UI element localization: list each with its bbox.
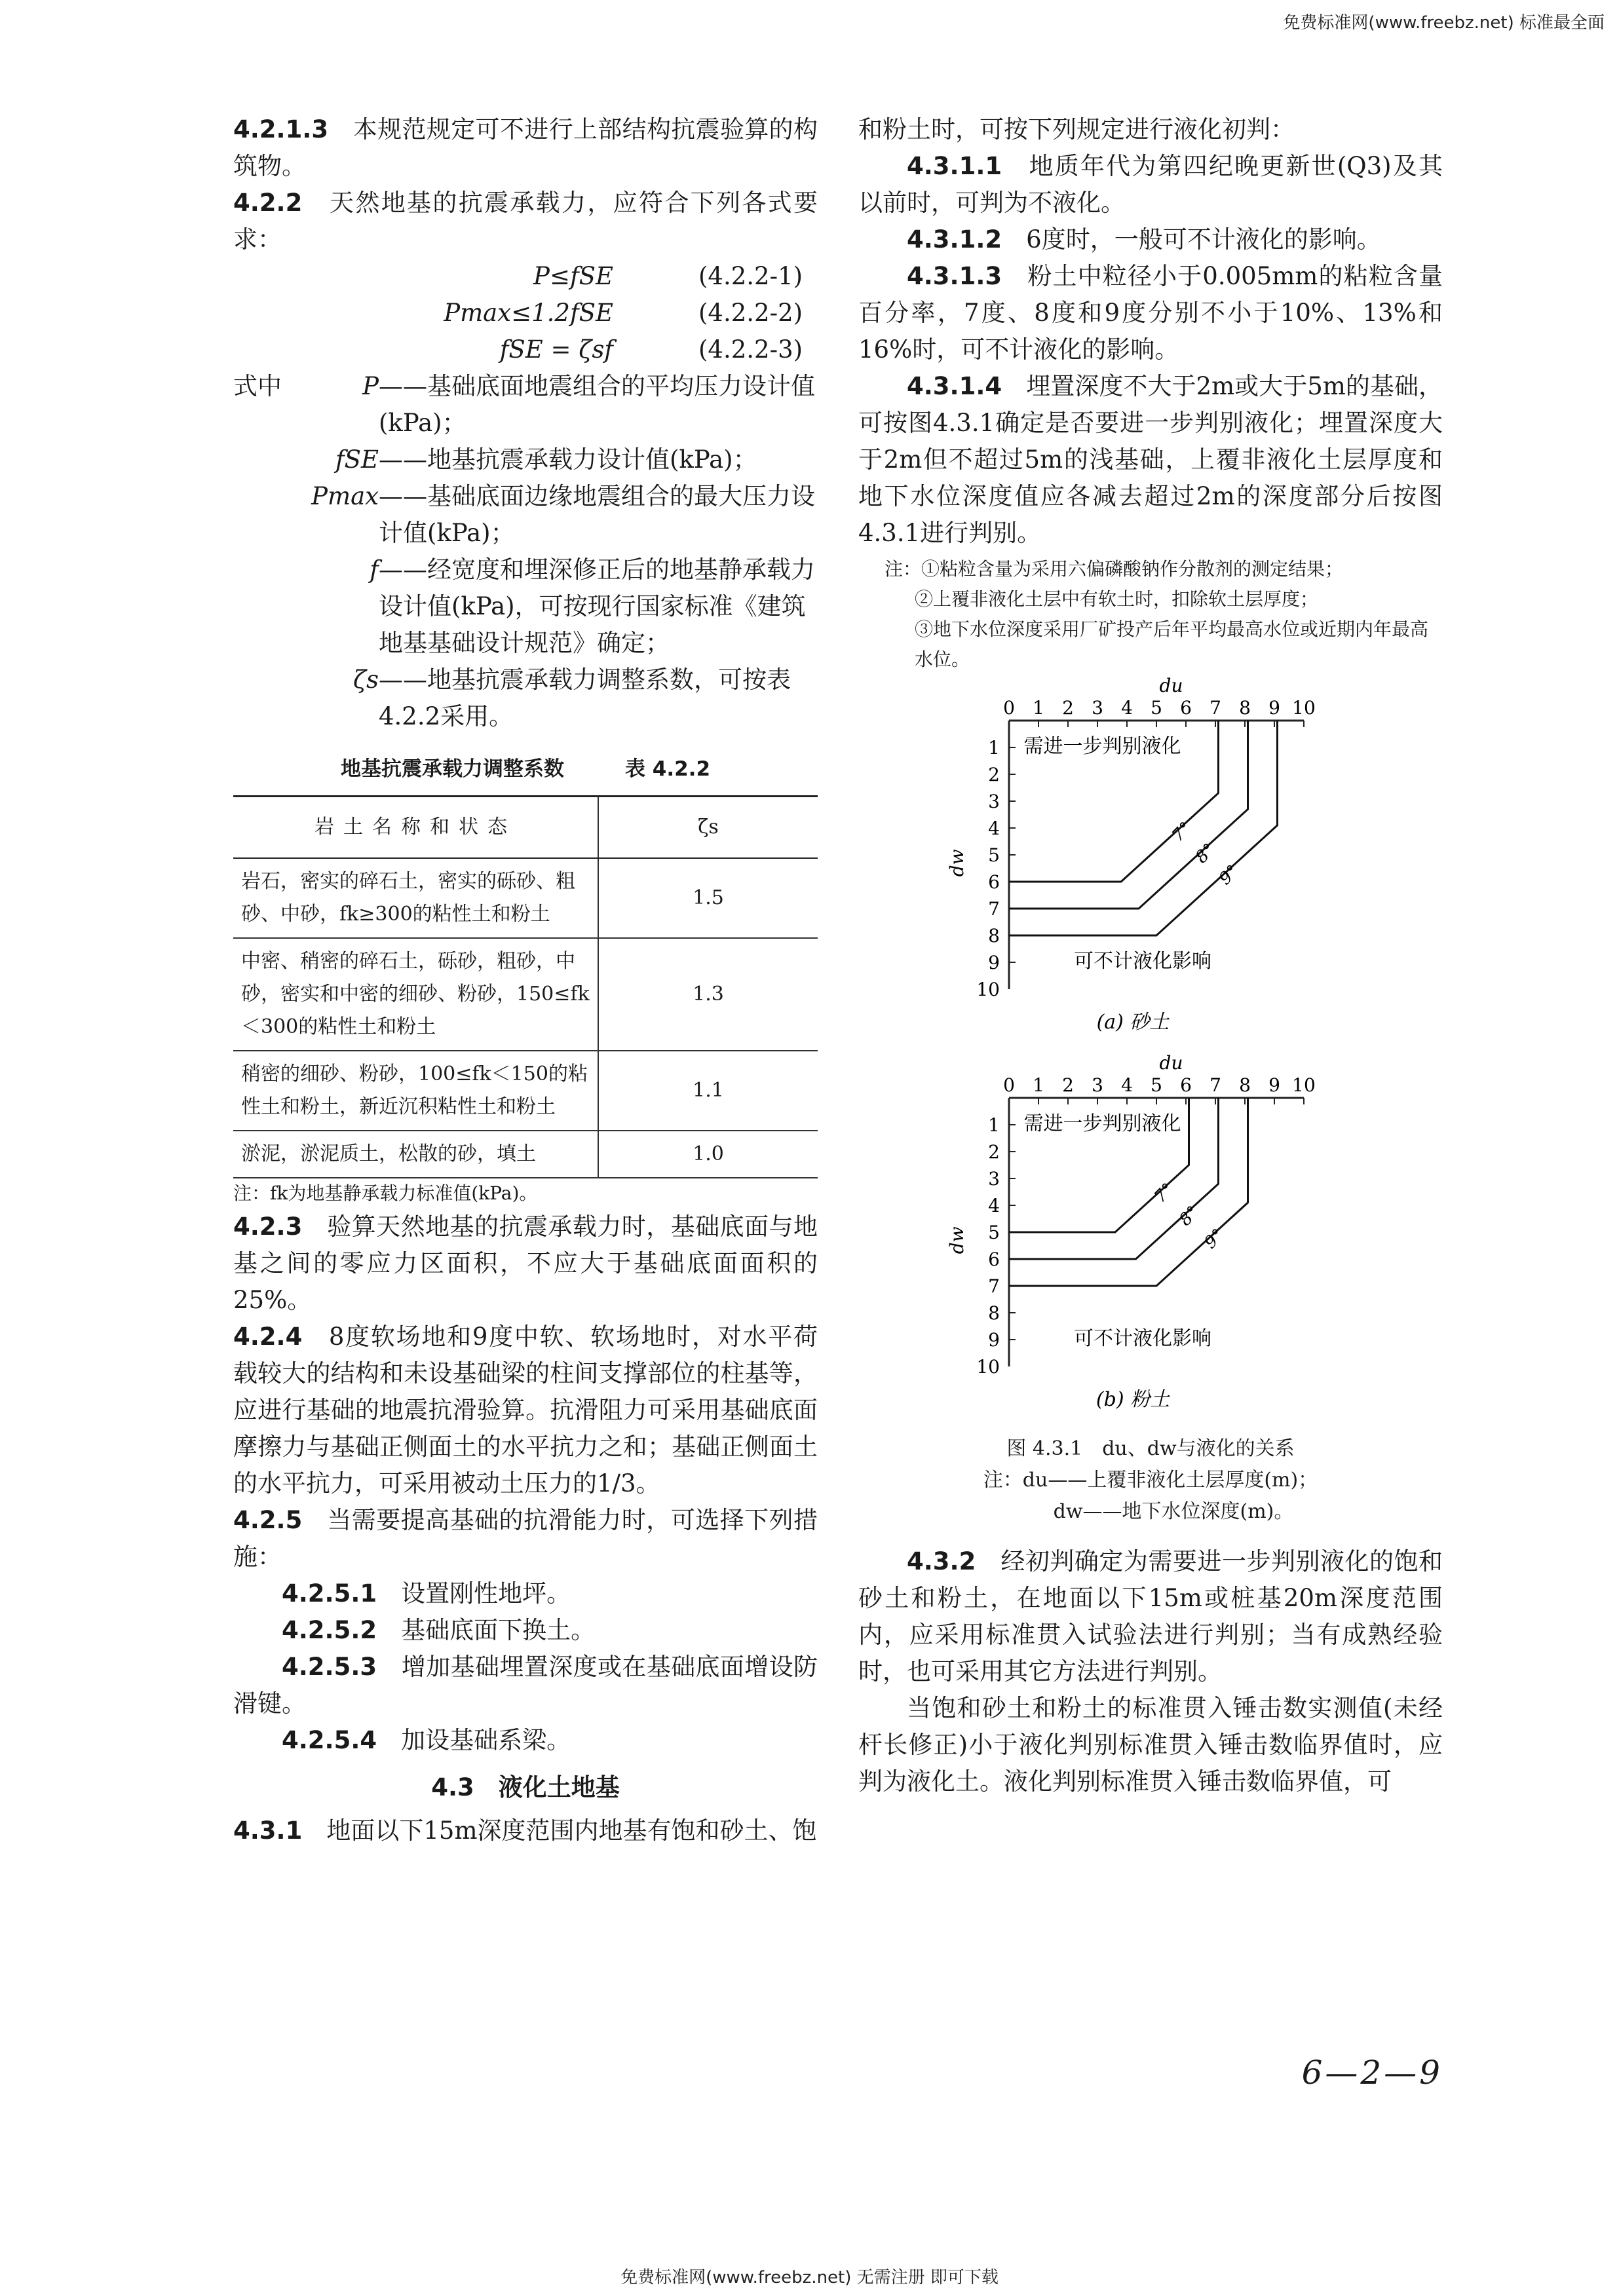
equation-formula: P≤fSE	[533, 262, 613, 290]
definition-text: ——地基抗震承载力调整系数，可按表4.2.2采用。	[379, 666, 791, 730]
left-column	[233, 111, 818, 1849]
clause-4-2-5-2	[233, 1612, 818, 1649]
clause-4-3-2	[858, 1543, 1443, 1690]
section-title: 4.3 液化土地基	[431, 1773, 620, 1801]
y-tick-label: 3	[988, 791, 1000, 812]
table-row	[233, 938, 818, 1051]
x-tick-label: 3	[1092, 697, 1103, 719]
x-tick-label: 6	[1180, 697, 1192, 719]
clause-number: 4.2.5	[233, 1506, 303, 1534]
chart-subtitle: (b) 粉土	[1095, 1388, 1170, 1411]
region-label-upper: 需进一步判别液化	[1023, 735, 1181, 759]
y-axis-title: dw	[946, 1226, 968, 1254]
table-cell: 岩石，密实的碎石土，密实的砾砂、粗砂、中砂，fk≥300的粘性土和粉土	[233, 858, 598, 938]
y-tick-label: 6	[988, 871, 1000, 893]
table-row	[233, 1131, 818, 1178]
page-footer: 免费标准网(www.freebz.net) 无需注册 即可下载	[620, 2268, 999, 2287]
y-tick-label: 1	[988, 737, 1000, 759]
clause-text: 本规范规定可不进行上部结构抗震验算的构筑物。	[233, 115, 818, 180]
y-tick-label: 2	[988, 1141, 1000, 1163]
equation-formula: fSE = ζsf	[499, 335, 613, 364]
clause-text: 当需要提高基础的抗滑能力时，可选择下列措施：	[233, 1506, 818, 1571]
definition-text: ——基础底面边缘地震组合的最大压力设计值(kPa)；	[379, 482, 815, 547]
clause-text: 地质年代为第四纪晚更新世(Q3)及其以前时，可判为不液化。	[858, 152, 1443, 217]
clause-4-3-1-3	[858, 258, 1443, 368]
definition-symbol: fSE	[335, 445, 379, 474]
clause-text: 粉土中粒径小于0.005mm的粘粒含量百分率，7度、8度和9度分别不小于10%、13%和16%时，可不计液化的影响。	[858, 262, 1443, 364]
y-tick-label: 5	[988, 1222, 1000, 1243]
table-cell: 1.5	[598, 858, 818, 938]
y-tick-label: 2	[988, 764, 1000, 785]
table-header-cell: ζs	[598, 797, 818, 859]
clause-number: 4.2.5.3	[282, 1653, 377, 1681]
definition-symbol: P	[362, 372, 379, 400]
table-row	[233, 1051, 818, 1131]
clause-4-3-1-1	[858, 148, 1443, 221]
y-tick-label: 8	[988, 1302, 1000, 1324]
clause-number: 4.2.1.3	[233, 115, 329, 143]
clause-number: 4.2.5.2	[282, 1616, 377, 1644]
series-label: 8°	[1191, 839, 1220, 868]
clause-number: 4.3.2	[907, 1547, 976, 1575]
clause-number: 4.2.2	[233, 189, 303, 217]
clause-4-2-2	[233, 185, 818, 258]
clause-number: 4.3.1.2	[907, 225, 1002, 254]
clause-number: 4.3.1.1	[907, 152, 1002, 180]
clause-4-2-5-1	[233, 1575, 818, 1612]
x-tick-label: 5	[1151, 1074, 1162, 1096]
table-number: 表 4.2.2	[624, 757, 711, 781]
table-row	[233, 858, 818, 938]
table-cell: 稍密的细砂、粉砂，100≤fk＜150的粘性土和粉土，新近沉积粘性土和粉土	[233, 1051, 598, 1131]
x-tick-label: 1	[1033, 1074, 1044, 1096]
x-axis-title: du	[1159, 675, 1183, 696]
x-tick-label: 10	[1292, 697, 1316, 719]
table-title-text: 地基抗震承载力调整系数	[340, 757, 564, 781]
clause-text: 6度时，一般可不计液化的影响。	[1026, 225, 1381, 254]
table-title	[233, 751, 818, 787]
x-tick-label: 2	[1062, 1074, 1074, 1096]
clause-text: 验算天然地基的抗震承载力时，基础底面与地基之间的零应力区面积，不应大于基础底面面积的25%。	[233, 1213, 818, 1314]
x-tick-label: 8	[1239, 697, 1251, 719]
clause-text: 埋置深度不大于2m或大于5m的基础，可按图4.3.1确定是否要进一步判别液化；埋置深度大于2m但不超过5m的浅基础，上覆非液化土层厚度和地下水位深度值应各减去超过2m的深度部分后按图4.3.1进行判别。	[858, 372, 1443, 547]
y-tick-label: 7	[988, 898, 1000, 920]
clause-number: 4.2.5.4	[282, 1726, 377, 1754]
definition-row	[233, 442, 818, 478]
definition-symbol: ζs	[352, 666, 379, 694]
figure-note: dw——地下水位深度(m)。	[1053, 1500, 1294, 1523]
clause-text: 增加基础埋置深度或在基础底面增设防滑键。	[233, 1653, 818, 1718]
right-column	[858, 111, 1443, 1800]
y-tick-label: 1	[988, 1114, 1000, 1136]
clause-4-2-1-3	[233, 111, 818, 185]
clause-number: 4.2.5.1	[282, 1579, 377, 1608]
series-label: 7°	[1168, 818, 1196, 846]
clause-paragraph: 当饱和砂土和粉土的标准贯入锤击数实测值(未经杆长修正)小于液化判别标准贯入锤击数临界值时，应判为液化土。液化判别标准贯入锤击数临界值，可	[858, 1694, 1443, 1796]
clause-notes	[858, 554, 1443, 675]
y-tick-label: 4	[988, 1195, 1000, 1216]
x-tick-label: 8	[1239, 1074, 1251, 1096]
definition-row	[233, 552, 818, 662]
definition-symbol: Pmax	[311, 482, 379, 510]
x-tick-label: 4	[1121, 1074, 1133, 1096]
clause-number: 4.3.1.3	[907, 262, 1002, 290]
figure-4-3-1	[858, 675, 1443, 1528]
x-tick-label: 7	[1209, 1074, 1221, 1096]
definition-symbol: f	[370, 555, 379, 584]
x-tick-label: 6	[1180, 1074, 1192, 1096]
x-tick-label: 2	[1062, 697, 1074, 719]
clause-text: 经初判确定为需要进一步判别液化的饱和砂土和粉土，在地面以下15m或桩基20m深度范围内，应采用标准贯入试验法进行判别；当有成熟经验时，也可采用其它方法进行判别。	[858, 1547, 1443, 1685]
symbol-definitions	[233, 368, 818, 735]
clause-text: 加设基础系梁。	[401, 1726, 571, 1754]
series-label: 7°	[1150, 1179, 1179, 1207]
page-header: 免费标准网(www.freebz.net) 标准最全面	[1283, 13, 1605, 33]
figure-note: 注：du——上覆非液化土层厚度(m)；	[983, 1469, 1318, 1492]
y-tick-label: 10	[976, 1356, 1000, 1378]
chart-sand	[858, 675, 1443, 1042]
y-tick-label: 9	[988, 1329, 1000, 1351]
clause-4-3-1-2	[858, 221, 1443, 258]
y-tick-label: 8	[988, 925, 1000, 947]
note-line: 注：①粘粒含量为采用六偏磷酸钠作分散剂的测定结果；	[885, 558, 1344, 580]
definition-text: ——基础底面地震组合的平均压力设计值(kPa)；	[379, 372, 815, 437]
series-label: 9°	[1215, 861, 1244, 889]
clause-text: 8度软场地和9度中软、软场地时，对水平荷载较大的结构和未设基础梁的柱间支撑部位的柱基等，应进行基础的地震抗滑验算。抗滑阻力可采用基础底面摩擦力与基础正侧面土的水平抗力之和；基础正侧面土的水平抗力，可采用被动土压力的1/3。	[233, 1323, 818, 1497]
table-header-row	[233, 797, 818, 859]
x-tick-label: 10	[1292, 1074, 1316, 1096]
equation-number: (4.2.2-1)	[698, 262, 803, 290]
table-cell: 淤泥，淤泥质土，松散的砂，填土	[233, 1131, 598, 1178]
x-axis-title: du	[1159, 1052, 1183, 1074]
note-line: ②上覆非液化土层中有软土时，扣除软土层厚度；	[915, 588, 1319, 610]
chart-silt	[858, 1052, 1443, 1419]
x-tick-label: 0	[1003, 1074, 1015, 1096]
table-header-cell: 岩土名称和状态	[233, 797, 598, 859]
region-label-upper: 需进一步判别液化	[1023, 1112, 1181, 1136]
note-line: ③地下水位深度采用厂矿投产后年平均最高水位或近期内年最高水位。	[915, 618, 1429, 670]
definition-text: ——经宽度和埋深修正后的地基静承载力设计值(kPa)，可按现行国家标准《建筑地基基础设计规范》确定；	[379, 555, 815, 657]
x-tick-label: 9	[1268, 1074, 1280, 1096]
chart-subtitle: (a) 砂土	[1096, 1011, 1170, 1034]
x-tick-label: 0	[1003, 697, 1015, 719]
x-tick-label: 7	[1209, 697, 1221, 719]
x-tick-label: 9	[1268, 697, 1280, 719]
clause-number: 4.2.4	[233, 1323, 303, 1351]
equation-formula: Pmax≤1.2fSE	[444, 299, 613, 327]
y-tick-label: 3	[988, 1168, 1000, 1190]
equation-1	[233, 258, 818, 295]
clause-4-2-4	[233, 1319, 818, 1502]
y-tick-label: 5	[988, 844, 1000, 866]
table-cell: 1.1	[598, 1051, 818, 1131]
definition-row	[233, 662, 818, 735]
clause-4-2-5-4	[233, 1722, 818, 1759]
table-cell: 1.0	[598, 1131, 818, 1178]
x-tick-label: 3	[1092, 1074, 1103, 1096]
coefficient-table	[233, 795, 818, 1178]
series-label: 9°	[1200, 1225, 1229, 1253]
clause-4-2-5	[233, 1502, 818, 1575]
definition-row	[233, 478, 818, 552]
equation-2	[233, 295, 818, 331]
y-axis-title: dw	[946, 849, 968, 877]
definition-text: ——地基抗震承载力设计值(kPa)；	[379, 445, 757, 474]
region-label-lower: 可不计液化影响	[1074, 1327, 1211, 1351]
clause-4-3-1	[233, 1813, 818, 1849]
clause-number: 4.3.1	[233, 1816, 303, 1845]
figure-caption: 图 4.3.1 du、dw与液化的关系	[1006, 1437, 1295, 1460]
page-number: 6—2—9	[1301, 2054, 1443, 2092]
y-tick-label: 4	[988, 818, 1000, 839]
clause-4-3-1-4	[858, 368, 1443, 552]
region-label-lower: 可不计液化影响	[1074, 950, 1211, 973]
equation-number: (4.2.2-3)	[698, 335, 803, 364]
y-tick-label: 10	[976, 979, 1000, 1000]
clause-number: 4.2.3	[233, 1213, 303, 1241]
clause-number: 4.3.1.4	[907, 372, 1002, 400]
x-tick-label: 1	[1033, 697, 1044, 719]
clause-4-2-3	[233, 1209, 818, 1319]
equation-number: (4.2.2-2)	[698, 299, 803, 327]
y-tick-label: 6	[988, 1249, 1000, 1270]
clause-text: 地面以下15m深度范围内地基有饱和砂土、饱	[326, 1816, 817, 1845]
y-tick-label: 9	[988, 952, 1000, 973]
equation-3	[233, 331, 818, 368]
table-cell: 中密、稍密的碎石土，砾砂，粗砂，中砂，密实和中密的细砂、粉砂，150≤fk＜300的粘性土和粉土	[233, 938, 598, 1051]
table-cell: 1.3	[598, 938, 818, 1051]
clause-text: 设置刚性地坪。	[401, 1579, 571, 1608]
clause-text: 基础底面下换土。	[401, 1616, 596, 1644]
x-tick-label: 5	[1151, 697, 1162, 719]
x-tick-label: 4	[1121, 697, 1133, 719]
y-tick-label: 7	[988, 1275, 1000, 1297]
table-note: 注：fk为地基静承载力标准值(kPa)。	[233, 1182, 538, 1204]
defs-lead: 式中	[233, 372, 282, 400]
series-label: 8°	[1175, 1202, 1204, 1230]
definition-row	[233, 368, 818, 442]
clause-continuation: 和粉土时，可按下列规定进行液化初判：	[858, 115, 1295, 143]
clause-text: 天然地基的抗震承载力，应符合下列各式要求：	[233, 189, 818, 254]
clause-4-2-5-3	[233, 1649, 818, 1722]
